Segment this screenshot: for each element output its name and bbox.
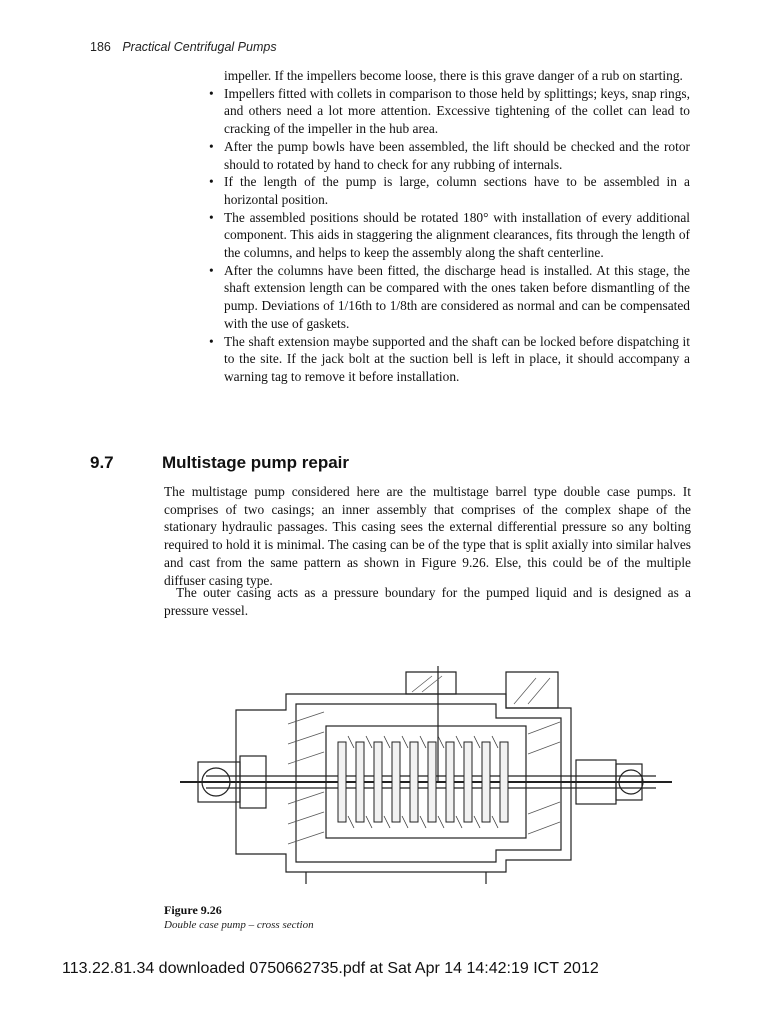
running-header — [90, 40, 277, 54]
bullet-dot-icon: • — [209, 174, 214, 190]
bullet-dot-icon: • — [209, 209, 214, 225]
bullet-dot-icon: • — [209, 85, 214, 101]
figure-caption: Double case pump – cross section — [164, 919, 314, 931]
bullet-list — [208, 67, 690, 386]
list-item: • The shaft extension maybe supported and the shaft can be locked before dispatching it to the site. If the jack bolt at the suction bell is left in place, it should accompany a warning tag to remove it before installation. — [209, 333, 690, 384]
bullet-continuation: impeller. If the impellers become loose, there is this grave danger of a rub on starting. — [224, 68, 683, 83]
list-item: • After the pump bowls have been assembled, the lift should be checked and the rotor should to rotated by hand to check for any rubbing of internals. — [209, 138, 690, 172]
list-item: • If the length of the pump is large, column sections have to be assembled in a horizontal position. — [209, 174, 690, 207]
section-title: Multistage pump repair — [162, 453, 350, 472]
list-item: • After the columns have been fitted, the discharge head is installed. At this stage, the shaft extension length can be compared with the ones taken before dismantling of the pump. Deviations of 1/16th to 1/8th are considered as normal and can be compensated with the use of gaskets. — [209, 262, 690, 331]
list-item: • Impellers fitted with collets in comparison to those held by splittings; keys, snap rings, and others need a lot more attention. Excessive tightening of the collet can lead to cracking of the impeller in the hub area. — [209, 85, 690, 137]
figure-label: Figure 9.26 — [164, 903, 222, 917]
download-stamp: 113.22.81.34 downloaded 0750662735.pdf at Sat Apr 14 14:42:19 ICT 2012 — [62, 960, 599, 977]
list-item: • The assembled positions should be rotated 180° with installation of every additional component. This aids in staggering the alignment clearances, fits through the length of the columns, and helps to keep the assembly along the shaft centerline. — [209, 209, 690, 261]
page-number: 186 — [90, 40, 111, 54]
body-paragraph: The multistage pump considered here are the multistage barrel type double case pumps. It comprises of two casings; an inner assembly that comprises of the complex shape of the stationary hydraulic passages. This casing sees the external differential pressure so any bolting required to hold it is minimal. The casing can be of the type that is split axially into similar halves and cast from the same pattern as shown in Figure 9.26. Else, this could be of the multiple diffuser casing type. — [164, 484, 691, 588]
section-heading — [90, 453, 349, 473]
section-number: 9.7 — [90, 453, 114, 472]
pump-cross-section-figure — [176, 664, 676, 888]
bullet-dot-icon: • — [209, 138, 214, 154]
book-title: Practical Centrifugal Pumps — [122, 40, 277, 54]
bullet-dot-icon: • — [209, 333, 214, 349]
body-paragraph: The outer casing acts as a pressure boundary for the pumped liquid and is designed as a pressure vessel. — [164, 585, 691, 618]
bullet-dot-icon: • — [209, 262, 214, 278]
